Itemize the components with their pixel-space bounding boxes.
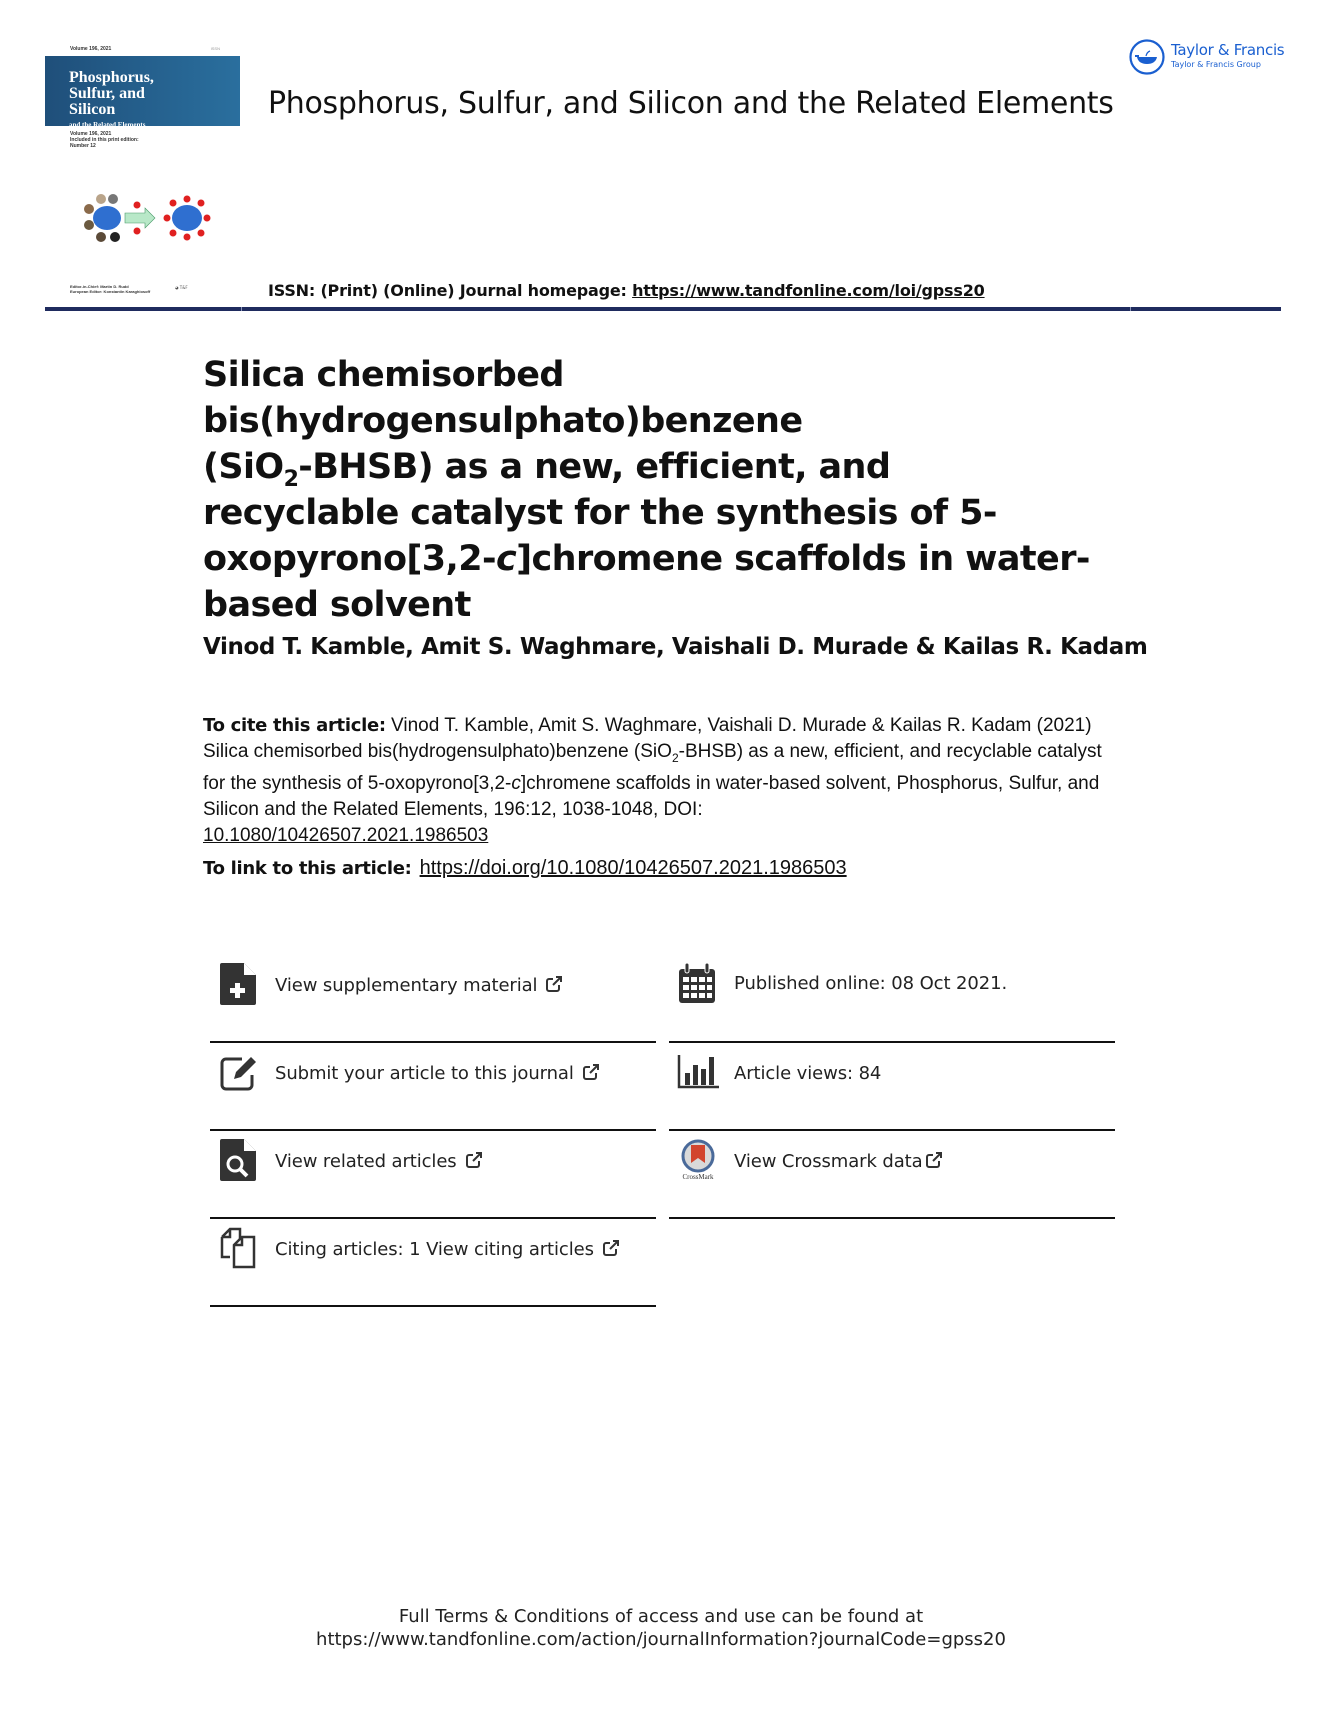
cover-subtitle: and the Related Elements [69,121,146,129]
issn-label: ISSN: (Print) (Online) Journal homepage: [268,281,633,300]
related-articles-link[interactable]: View related articles [210,1131,656,1219]
header-divider [45,307,1281,311]
header-divider-tick [1130,307,1131,311]
file-search-icon [220,1139,256,1181]
edit-icon [220,1051,256,1093]
cover-title: Phosphorus, Sulfur, and Silicon [69,69,154,118]
svg-text:CrossMark: CrossMark [682,1173,714,1181]
crossmark-icon [677,1139,719,1181]
cover-issn-small: ISSN [210,46,220,51]
terms-footer: Full Terms & Conditions of access and use can be found at https://www.tandfonline.com/action/journalInformation?journalCode=gpss20 [0,1605,1322,1651]
calendar-icon [679,963,715,1005]
cover-volume-info: Volume 196, 2021 Included in this print edition: Number 12 [70,131,139,149]
publisher-logo[interactable] [1128,38,1288,78]
article-link-line [203,857,847,880]
crossmark-link[interactable]: CrossMark View Crossmark data [669,1131,1115,1219]
article-links-right [669,955,1115,1219]
citation-label: To cite this article: [203,715,386,736]
article-links-left [210,955,656,1307]
external-link-icon [602,1239,620,1257]
external-link-icon [545,975,563,993]
lamp-icon [1128,38,1166,76]
terms-url[interactable]: https://www.tandfonline.com/action/journalInformation?journalCode=gpss20 [316,1629,1006,1650]
header-divider-tick [241,307,242,311]
cover-editors: Editor-in-Chief: Martin D. Rudd European Editor: Konstantin Karaghiosoff [70,284,151,294]
cover-title-band [45,56,240,129]
article-views-info: Article views: 84 [669,1043,1115,1131]
citation-block: To cite this article: Vinod T. Kamble, Amit S. Waghmare, Vaishali D. Murade & Kailas R. Kadam (2021) Silica chemisorbed bis(hydrogensulphato)benzene (SiO$_2$-BHSB) as a new, efficient, and recyclable catalyst for the synthesis of 5-oxopyrono[3,2-c]chromene scaffolds in water-based solvent, Phosphorus, Sulfur, and Silicon and the Related Elements, 196:12, 1038-1048, DOI: 10.1080/10426507.2021.1986503 [203,715,1102,846]
external-link-icon [925,1151,943,1169]
bar-chart-icon [677,1051,719,1093]
citing-articles-link[interactable]: Citing articles: 1 View citing articles [210,1219,656,1307]
article-title: Silica chemisorbed bis(hydrogensulphato)benzene (SiO$_2$-BHSB) as a new, efficient, and recyclable catalyst for the synthesis of 5- oxopyrono[3,2-c]chromene scaffolds in water- based solvent [203,355,1090,625]
issn-line [268,281,985,300]
cover-graphic [75,189,220,249]
article-doi-url[interactable]: https://doi.org/10.1080/10426507.2021.1986503 [419,857,847,879]
article-link-label: To link to this article: [203,858,412,879]
publisher-group: Taylor & Francis Group [1171,60,1261,69]
journal-name: Phosphorus, Sulfur, and Silicon and the Related Elements [268,86,1114,121]
cover-volume-top: Volume 196, 2021 [70,46,112,52]
citation-doi-link[interactable]: 10.1080/10426507.2021.1986503 [203,824,489,846]
file-plus-icon [220,963,256,1005]
published-online-info: Published online: 08 Oct 2021. [669,955,1115,1043]
publisher-name: Taylor & Francis [1171,41,1285,59]
journal-cover [45,44,240,294]
journal-homepage-link[interactable]: https://www.tandfonline.com/loi/gpss20 [632,281,985,300]
supplementary-material-link[interactable]: View supplementary material [210,955,656,1043]
cover-publisher-logo: ◕ T&F [175,285,188,290]
submit-article-link[interactable]: Submit your article to this journal [210,1043,656,1131]
copy-files-icon [220,1227,256,1269]
external-link-icon [465,1151,483,1169]
article-authors: Vinod T. Kamble, Amit S. Waghmare, Vaishali D. Murade & Kailas R. Kadam [203,634,1148,660]
external-link-icon [582,1063,600,1081]
